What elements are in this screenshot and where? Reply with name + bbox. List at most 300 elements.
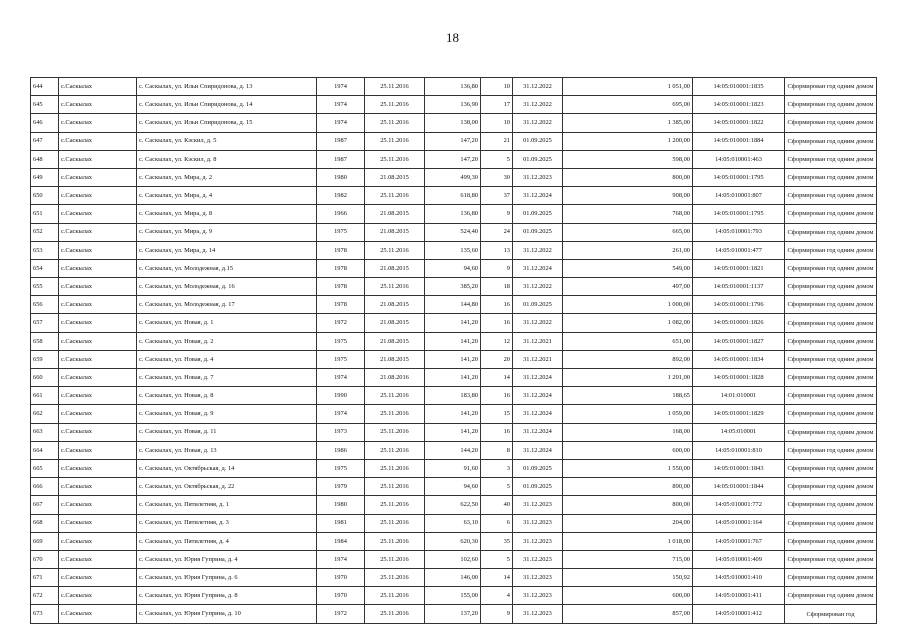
- cell-row-number: 662: [31, 405, 59, 423]
- table-body: [31, 78, 877, 624]
- cell-cost: 800,00: [563, 168, 693, 186]
- cell-row-number: 673: [31, 605, 59, 623]
- cell-row-number: 657: [31, 314, 59, 332]
- cell-residents: 8: [481, 441, 513, 459]
- cell-area: 499,30: [425, 168, 481, 186]
- cell-address: с. Саскылах, ул. Ильи Спиридонова, д. 14: [137, 96, 317, 114]
- cell-cadastral-number: 14:05:010001:412: [693, 605, 785, 623]
- table-row: [31, 187, 877, 205]
- cell-area: 141,20: [425, 314, 481, 332]
- cell-year-built: 1978: [317, 296, 365, 314]
- cell-note: Сформирован год одним домом: [785, 405, 877, 423]
- cell-address: с. Саскылах, ул. Мира, д. 9: [137, 223, 317, 241]
- cell-row-number: 653: [31, 241, 59, 259]
- cell-area: 618,80: [425, 187, 481, 205]
- cell-note: Сформирован год одним домом: [785, 332, 877, 350]
- cell-note: Сформирован год одним домом: [785, 532, 877, 550]
- cell-residents: 17: [481, 96, 513, 114]
- cell-cost: 497,00: [563, 278, 693, 296]
- cell-area: 136,90: [425, 96, 481, 114]
- cell-row-number: 651: [31, 205, 59, 223]
- cell-cadastral-number: 14:05:010001:409: [693, 550, 785, 568]
- cell-address: с. Саскылах, ул. Ильи Спиридонова, д. 13: [137, 78, 317, 96]
- table-row: [31, 96, 877, 114]
- cell-address: с. Саскылах, ул. Кэскил, д. 5: [137, 132, 317, 150]
- table-row: [31, 405, 877, 423]
- cell-row-number: 664: [31, 441, 59, 459]
- cell-cost: 600,00: [563, 441, 693, 459]
- cell-deadline: 31.12.2024: [513, 259, 563, 277]
- cell-residents: 14: [481, 569, 513, 587]
- cell-address: с. Саскылах, ул. Молодежная, д. 16: [137, 278, 317, 296]
- table-row: [31, 296, 877, 314]
- cell-note: Сформирован год одним домом: [785, 314, 877, 332]
- cell-address: с. Саскылах, ул. Мира, д. 14: [137, 241, 317, 259]
- cell-address: с. Саскылах, ул. Октябрьская, д. 14: [137, 459, 317, 477]
- cell-year-built: 1982: [317, 187, 365, 205]
- cell-area: 138,00: [425, 114, 481, 132]
- cell-settlement: с.Саскылах: [59, 132, 137, 150]
- table-row: [31, 132, 877, 150]
- cell-date: 25.11.2016: [365, 514, 425, 532]
- cell-address: с. Саскылах, ул. Мира, д. 8: [137, 205, 317, 223]
- table-row: [31, 350, 877, 368]
- table-row: [31, 168, 877, 186]
- cell-area: 141,20: [425, 405, 481, 423]
- cell-row-number: 659: [31, 350, 59, 368]
- cell-settlement: с.Саскылах: [59, 278, 137, 296]
- cell-area: 622,50: [425, 496, 481, 514]
- cell-cadastral-number: 14:05:010001:1795: [693, 168, 785, 186]
- cell-note: Сформирован год одним домом: [785, 241, 877, 259]
- cell-row-number: 652: [31, 223, 59, 241]
- cell-settlement: с.Саскылах: [59, 605, 137, 623]
- cell-year-built: 1974: [317, 114, 365, 132]
- cell-settlement: с.Саскылах: [59, 459, 137, 477]
- cell-address: с. Саскылах, ул. Новая, д. 13: [137, 441, 317, 459]
- cell-deadline: 31.12.2024: [513, 423, 563, 441]
- cell-address: с. Саскылах, ул. Кэскил, д. 8: [137, 150, 317, 168]
- cell-cadastral-number: 14:05:010001:1843: [693, 459, 785, 477]
- cell-note: Сформирован год одним домом: [785, 369, 877, 387]
- cell-address: с. Саскылах, ул. Мира, д. 2: [137, 168, 317, 186]
- cell-address: с. Саскылах, ул. Новая, д. 2: [137, 332, 317, 350]
- table-row: [31, 514, 877, 532]
- table-row: [31, 259, 877, 277]
- table-row: [31, 314, 877, 332]
- cell-date: 21.08.2015: [365, 332, 425, 350]
- cell-settlement: с.Саскылах: [59, 569, 137, 587]
- cell-cost: 188,65: [563, 387, 693, 405]
- cell-residents: 20: [481, 350, 513, 368]
- cell-cost: 598,00: [563, 150, 693, 168]
- cell-address: с. Саскылах, ул. Новая, д. 8: [137, 387, 317, 405]
- cell-address: с. Саскылах, ул. Юрия Гуприна, д. 4: [137, 550, 317, 568]
- cell-address: с. Саскылах, ул. Юрия Гуприна, д. 10: [137, 605, 317, 623]
- cell-row-number: 646: [31, 114, 59, 132]
- cell-note: Сформирован год одним домом: [785, 550, 877, 568]
- cell-cost: 1 550,00: [563, 459, 693, 477]
- cell-cost: 549,00: [563, 259, 693, 277]
- cell-area: 141,20: [425, 423, 481, 441]
- cell-area: 146,00: [425, 569, 481, 587]
- cell-note: Сформирован год одним домом: [785, 187, 877, 205]
- cell-row-number: 644: [31, 78, 59, 96]
- cell-residents: 16: [481, 387, 513, 405]
- cell-year-built: 1966: [317, 205, 365, 223]
- cell-cost: 1 059,00: [563, 405, 693, 423]
- cell-residents: 3: [481, 459, 513, 477]
- cell-cadastral-number: 14:05:010001:772: [693, 496, 785, 514]
- cell-date: 25.11.2016: [365, 459, 425, 477]
- cell-residents: 12: [481, 332, 513, 350]
- cell-area: 141,20: [425, 350, 481, 368]
- cell-deadline: 31.12.2024: [513, 405, 563, 423]
- cell-cadastral-number: 14:05:010001:477: [693, 241, 785, 259]
- cell-date: 25.11.2016: [365, 423, 425, 441]
- cell-residents: 16: [481, 423, 513, 441]
- cell-cost: 715,00: [563, 550, 693, 568]
- cell-area: 94,60: [425, 478, 481, 496]
- cell-date: 25.11.2016: [365, 441, 425, 459]
- cell-date: 25.11.2016: [365, 187, 425, 205]
- cell-cost: 890,00: [563, 478, 693, 496]
- cell-cost: 857,00: [563, 605, 693, 623]
- cell-deadline: 31.12.2022: [513, 114, 563, 132]
- cell-address: с. Саскылах, ул. Октябрьская, д. 22: [137, 478, 317, 496]
- table-row: [31, 423, 877, 441]
- cell-year-built: 1974: [317, 78, 365, 96]
- cell-cost: 204,00: [563, 514, 693, 532]
- cell-date: 25.11.2016: [365, 96, 425, 114]
- cell-deadline: 31.12.2022: [513, 96, 563, 114]
- cell-settlement: с.Саскылах: [59, 223, 137, 241]
- cell-residents: 13: [481, 241, 513, 259]
- cell-cadastral-number: 14:05:010001: [693, 423, 785, 441]
- cell-year-built: 1974: [317, 405, 365, 423]
- cell-area: 91,60: [425, 459, 481, 477]
- cell-date: 25.11.2016: [365, 114, 425, 132]
- cell-cost: 168,00: [563, 423, 693, 441]
- table-row: [31, 241, 877, 259]
- cell-deadline: 31.12.2023: [513, 550, 563, 568]
- cell-settlement: с.Саскылах: [59, 314, 137, 332]
- cell-deadline: 31.12.2024: [513, 441, 563, 459]
- cell-row-number: 669: [31, 532, 59, 550]
- cell-deadline: 01.09.2025: [513, 150, 563, 168]
- table-row: [31, 332, 877, 350]
- cell-note: Сформирован год одним домом: [785, 278, 877, 296]
- cell-address: с. Саскылах, ул. Новая, д. 4: [137, 350, 317, 368]
- cell-date: 21.08.2015: [365, 205, 425, 223]
- cell-row-number: 649: [31, 168, 59, 186]
- cell-residents: 18: [481, 278, 513, 296]
- housing-table: [30, 77, 877, 624]
- cell-date: 21.08.2015: [365, 168, 425, 186]
- cell-cadastral-number: 14:05:010001:1796: [693, 296, 785, 314]
- cell-residents: 9: [481, 605, 513, 623]
- cell-cadastral-number: 14:05:010001:463: [693, 150, 785, 168]
- cell-row-number: 658: [31, 332, 59, 350]
- cell-deadline: 01.09.2025: [513, 478, 563, 496]
- cell-cadastral-number: 14:05:010001:1795: [693, 205, 785, 223]
- table-row: [31, 587, 877, 605]
- cell-area: 141,20: [425, 332, 481, 350]
- cell-settlement: с.Саскылах: [59, 168, 137, 186]
- table-row: [31, 496, 877, 514]
- cell-residents: 16: [481, 314, 513, 332]
- cell-year-built: 1978: [317, 278, 365, 296]
- cell-residents: 15: [481, 405, 513, 423]
- cell-note: Сформирован год одним домом: [785, 514, 877, 532]
- cell-year-built: 1970: [317, 587, 365, 605]
- cell-area: 524,40: [425, 223, 481, 241]
- table-row: [31, 150, 877, 168]
- cell-date: 25.11.2016: [365, 605, 425, 623]
- table-row: [31, 387, 877, 405]
- cell-cadastral-number: 14:05:010001:410: [693, 569, 785, 587]
- cell-note: Сформирован год одним домом: [785, 114, 877, 132]
- cell-residents: 10: [481, 78, 513, 96]
- cell-cost: 1 000,00: [563, 296, 693, 314]
- cell-note: Сформирован год одним домом: [785, 569, 877, 587]
- cell-date: 25.11.2016: [365, 550, 425, 568]
- cell-note: Сформирован год одним домом: [785, 441, 877, 459]
- cell-area: 63,10: [425, 514, 481, 532]
- cell-cost: 1 051,00: [563, 78, 693, 96]
- cell-date: 25.11.2016: [365, 150, 425, 168]
- cell-cost: 150,92: [563, 569, 693, 587]
- table-row: [31, 532, 877, 550]
- cell-year-built: 1987: [317, 132, 365, 150]
- cell-row-number: 668: [31, 514, 59, 532]
- cell-note: Сформирован год одним домом: [785, 496, 877, 514]
- cell-settlement: с.Саскылах: [59, 478, 137, 496]
- cell-date: 25.11.2016: [365, 387, 425, 405]
- cell-cost: 908,00: [563, 187, 693, 205]
- cell-row-number: 671: [31, 569, 59, 587]
- cell-date: 25.11.2016: [365, 496, 425, 514]
- cell-residents: 9: [481, 205, 513, 223]
- cell-address: с. Саскылах, ул. Молодежная, д.15: [137, 259, 317, 277]
- cell-cadastral-number: 14:05:010001:1823: [693, 96, 785, 114]
- table-row: [31, 605, 877, 623]
- table-row: [31, 459, 877, 477]
- cell-settlement: с.Саскылах: [59, 259, 137, 277]
- cell-date: 25.11.2016: [365, 569, 425, 587]
- cell-row-number: 645: [31, 96, 59, 114]
- cell-settlement: с.Саскылах: [59, 78, 137, 96]
- cell-cost: 1 082,00: [563, 314, 693, 332]
- cell-year-built: 1975: [317, 459, 365, 477]
- cell-deadline: 01.09.2025: [513, 296, 563, 314]
- cell-note: Сформирован год одним домом: [785, 296, 877, 314]
- cell-date: 25.11.2016: [365, 132, 425, 150]
- cell-deadline: 31.12.2022: [513, 241, 563, 259]
- cell-settlement: с.Саскылах: [59, 587, 137, 605]
- cell-address: с. Саскылах, ул. Новая, д. 11: [137, 423, 317, 441]
- cell-settlement: с.Саскылах: [59, 514, 137, 532]
- cell-residents: 21: [481, 132, 513, 150]
- cell-deadline: 31.12.2022: [513, 78, 563, 96]
- cell-cost: 695,00: [563, 96, 693, 114]
- cell-address: с. Саскылах, ул. Молодежная, д. 17: [137, 296, 317, 314]
- cell-row-number: 663: [31, 423, 59, 441]
- table-row: [31, 114, 877, 132]
- cell-deadline: 31.12.2023: [513, 168, 563, 186]
- cell-deadline: 01.09.2025: [513, 459, 563, 477]
- cell-address: с. Саскылах, ул. Ильи Спиридонова, д. 15: [137, 114, 317, 132]
- cell-year-built: 1973: [317, 423, 365, 441]
- page-number: 18: [446, 30, 459, 45]
- cell-settlement: с.Саскылах: [59, 496, 137, 514]
- cell-area: 144,20: [425, 441, 481, 459]
- cell-cadastral-number: 14:05:010001:1834: [693, 350, 785, 368]
- cell-deadline: 31.12.2024: [513, 369, 563, 387]
- cell-cost: 600,00: [563, 587, 693, 605]
- cell-cadastral-number: 14:05:010001:810: [693, 441, 785, 459]
- cell-deadline: 31.12.2022: [513, 278, 563, 296]
- cell-year-built: 1975: [317, 223, 365, 241]
- cell-year-built: 1990: [317, 387, 365, 405]
- cell-date: 21.08.2015: [365, 314, 425, 332]
- cell-cost: 651,00: [563, 332, 693, 350]
- cell-area: 94,60: [425, 259, 481, 277]
- cell-cadastral-number: 14:05:010001:1828: [693, 369, 785, 387]
- cell-residents: 5: [481, 478, 513, 496]
- cell-row-number: 665: [31, 459, 59, 477]
- cell-year-built: 1980: [317, 168, 365, 186]
- cell-note: Сформирован год одним домом: [785, 387, 877, 405]
- cell-settlement: с.Саскылах: [59, 205, 137, 223]
- cell-row-number: 650: [31, 187, 59, 205]
- cell-cadastral-number: 14:05:010001:1844: [693, 478, 785, 496]
- cell-residents: 37: [481, 187, 513, 205]
- cell-row-number: 661: [31, 387, 59, 405]
- cell-date: 25.11.2016: [365, 78, 425, 96]
- cell-row-number: 670: [31, 550, 59, 568]
- cell-note: Сформирован год: [785, 605, 877, 623]
- cell-cost: 1 385,00: [563, 114, 693, 132]
- cell-residents: 14: [481, 369, 513, 387]
- cell-year-built: 1972: [317, 314, 365, 332]
- cell-note: Сформирован год одним домом: [785, 132, 877, 150]
- cell-area: 183,80: [425, 387, 481, 405]
- cell-note: Сформирован год одним домом: [785, 96, 877, 114]
- table-row: [31, 205, 877, 223]
- cell-deadline: 31.12.2023: [513, 569, 563, 587]
- cell-settlement: с.Саскылах: [59, 405, 137, 423]
- cell-cost: 892,00: [563, 350, 693, 368]
- cell-date: 25.11.2016: [365, 405, 425, 423]
- cell-note: Сформирован год одним домом: [785, 423, 877, 441]
- cell-cadastral-number: 14:05:010001:1822: [693, 114, 785, 132]
- cell-residents: 4: [481, 587, 513, 605]
- cell-cost: 261,00: [563, 241, 693, 259]
- cell-cadastral-number: 14:05:010001:1835: [693, 78, 785, 96]
- cell-residents: 24: [481, 223, 513, 241]
- table-row: [31, 550, 877, 568]
- cell-deadline: 31.12.2023: [513, 605, 563, 623]
- cell-cadastral-number: 14:05:010001:1137: [693, 278, 785, 296]
- cell-settlement: с.Саскылах: [59, 332, 137, 350]
- cell-settlement: с.Саскылах: [59, 296, 137, 314]
- cell-settlement: с.Саскылах: [59, 187, 137, 205]
- cell-date: 21.08.2015: [365, 350, 425, 368]
- cell-area: 147,20: [425, 150, 481, 168]
- cell-deadline: 31.12.2021: [513, 350, 563, 368]
- table-row: [31, 569, 877, 587]
- cell-date: 21.08.2015: [365, 259, 425, 277]
- cell-row-number: 666: [31, 478, 59, 496]
- cell-cadastral-number: 14:05:010001:807: [693, 187, 785, 205]
- cell-deadline: 31.12.2024: [513, 387, 563, 405]
- cell-deadline: 31.12.2023: [513, 496, 563, 514]
- cell-deadline: 31.12.2023: [513, 532, 563, 550]
- cell-note: Сформирован год одним домом: [785, 223, 877, 241]
- cell-note: Сформирован год одним домом: [785, 459, 877, 477]
- cell-area: 135,60: [425, 241, 481, 259]
- cell-date: 25.11.2016: [365, 278, 425, 296]
- cell-settlement: с.Саскылах: [59, 423, 137, 441]
- cell-cost: 1 200,00: [563, 132, 693, 150]
- cell-note: Сформирован год одним домом: [785, 168, 877, 186]
- cell-year-built: 1978: [317, 259, 365, 277]
- cell-address: с. Саскылах, ул. Новая, д. 1: [137, 314, 317, 332]
- cell-deadline: 31.12.2024: [513, 187, 563, 205]
- cell-row-number: 667: [31, 496, 59, 514]
- cell-settlement: с.Саскылах: [59, 241, 137, 259]
- cell-cadastral-number: 14:05:010001:164: [693, 514, 785, 532]
- cell-year-built: 1972: [317, 605, 365, 623]
- cell-year-built: 1984: [317, 532, 365, 550]
- table-row: [31, 478, 877, 496]
- cell-settlement: с.Саскылах: [59, 96, 137, 114]
- cell-cadastral-number: 14:05:010001:767: [693, 532, 785, 550]
- cell-date: 21.08.2015: [365, 223, 425, 241]
- cell-note: Сформирован год одним домом: [785, 259, 877, 277]
- cell-cadastral-number: 14:05:010001:1884: [693, 132, 785, 150]
- cell-residents: 16: [481, 296, 513, 314]
- cell-deadline: 01.09.2025: [513, 223, 563, 241]
- cell-note: Сформирован год одним домом: [785, 78, 877, 96]
- cell-year-built: 1970: [317, 569, 365, 587]
- cell-deadline: 01.09.2025: [513, 205, 563, 223]
- cell-deadline: 31.12.2023: [513, 587, 563, 605]
- cell-area: 147,20: [425, 132, 481, 150]
- cell-address: с. Саскылах, ул. Новая, д. 7: [137, 369, 317, 387]
- cell-row-number: 660: [31, 369, 59, 387]
- cell-year-built: 1975: [317, 332, 365, 350]
- cell-year-built: 1981: [317, 514, 365, 532]
- cell-area: 137,20: [425, 605, 481, 623]
- table-row: [31, 369, 877, 387]
- cell-area: 141,20: [425, 369, 481, 387]
- cell-address: с. Саскылах, ул. Пятилетняя, д. 3: [137, 514, 317, 532]
- cell-address: с. Саскылах, ул. Пятилетняя, д. 4: [137, 532, 317, 550]
- cell-settlement: с.Саскылах: [59, 550, 137, 568]
- table-row: [31, 223, 877, 241]
- table-row: [31, 278, 877, 296]
- cell-residents: 30: [481, 168, 513, 186]
- cell-date: 25.11.2016: [365, 532, 425, 550]
- cell-settlement: с.Саскылах: [59, 532, 137, 550]
- cell-residents: 5: [481, 150, 513, 168]
- cell-note: Сформирован год одним домом: [785, 205, 877, 223]
- cell-deadline: 31.12.2023: [513, 514, 563, 532]
- cell-address: с. Саскылах, ул. Пятилетняя, д. 1: [137, 496, 317, 514]
- cell-cost: 800,00: [563, 496, 693, 514]
